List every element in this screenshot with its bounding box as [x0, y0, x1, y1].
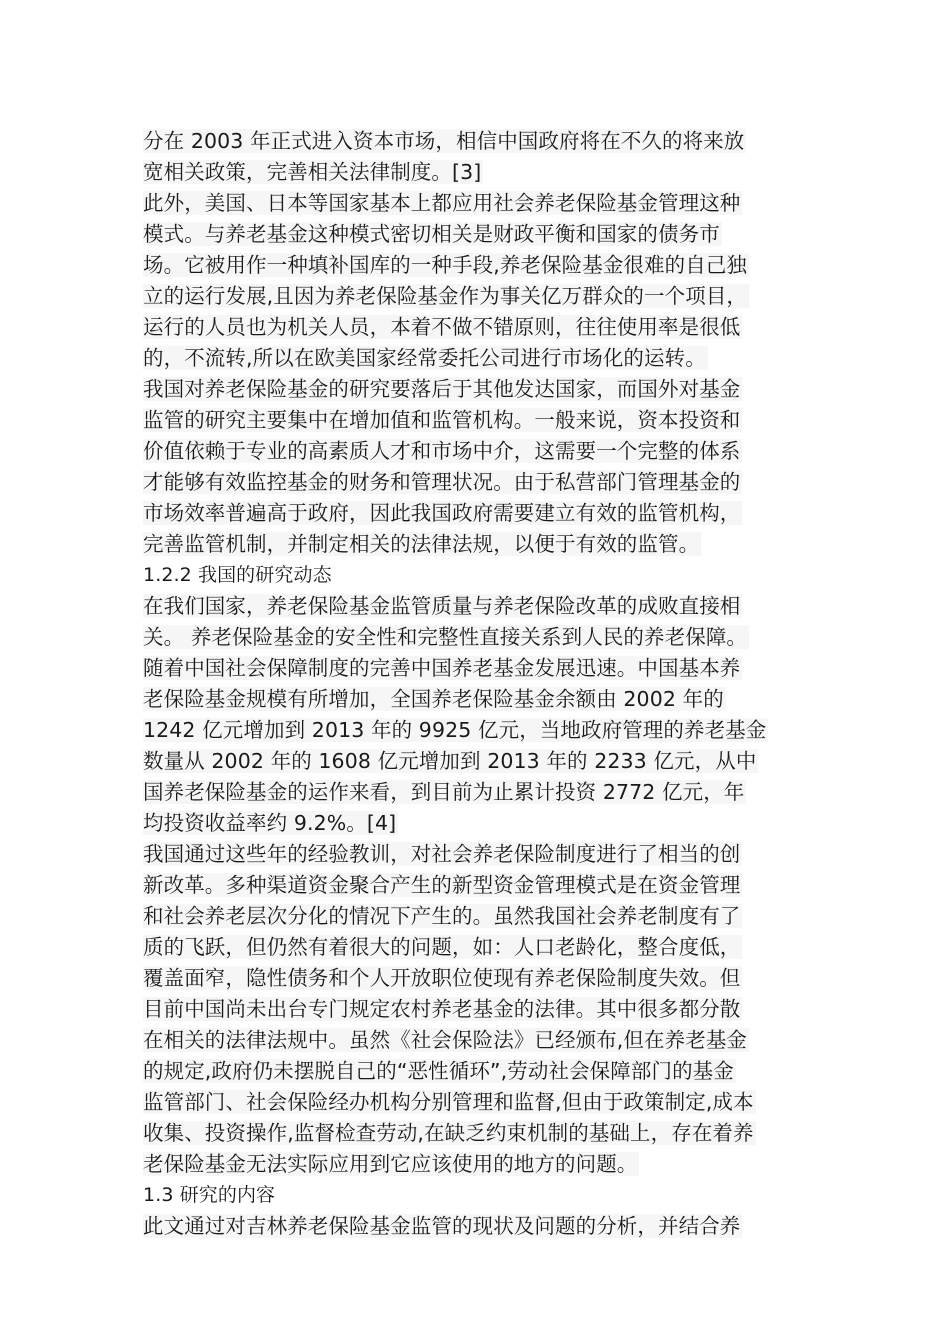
text-line: 的，不流转,所以在欧美国家经常委托公司进行市场化的运转。 [143, 346, 706, 370]
text-line: 在我们国家，养老保险基金监管质量与养老保险改革的成败直接相 [143, 594, 741, 618]
text-line: 此外，美国、日本等国家基本上都应用社会养老保险基金管理这种 [143, 191, 741, 215]
text-line: 此文通过对吉林养老保险基金监管的现状及问题的分析，并结合养 [143, 1214, 741, 1238]
text-line: 监管部门、社会保险经办机构分别管理和监督,但由于政策制定,成本 [143, 1090, 754, 1114]
text-line: 数量从 2002 年的 1608 亿元增加到 2013 年的 2233 亿元，从中 [143, 749, 757, 773]
text-line: 覆盖面窄，隐性债务和个人开放职位使现有养老保险制度失效。但 [143, 966, 741, 990]
text-line: 质的飞跃，但仍然有着很大的问题，如：人口老龄化，整合度低， [143, 935, 741, 959]
text-line: 收集、投资操作,监督检查劳动,在缺乏约束机制的基础上，存在着养 [143, 1121, 754, 1145]
text-line: 立的运行发展,且因为养老保险基金作为事关亿万群众的一个项目， [143, 284, 748, 308]
text-line: 宽相关政策，完善相关法律制度。[3] [143, 160, 482, 184]
text-line: 国养老保险基金的运作来看，到目前为止累计投资 2772 亿元，年 [143, 780, 745, 804]
text-line: 的规定,政府仍未摆脱自己的“恶性循环”,劳动社会保障部门的基金 [143, 1059, 734, 1083]
text-line: 市场效率普遍高于政府，因此我国政府需要建立有效的监管机构， [143, 501, 741, 525]
text-line: 价值依赖于专业的高素质人才和市场中介，这需要一个完整的体系 [143, 439, 741, 463]
text-line: 老保险基金规模有所增加，全国养老保险基金余额由 2002 年的 [143, 687, 724, 711]
document-body [143, 126, 815, 1242]
text-line: 完善监管机制，并制定相关的法律法规，以便于有效的监管。 [143, 532, 700, 556]
text-line: 监管的研究主要集中在增加值和监管机构。一般来说，资本投资和 [143, 408, 741, 432]
text-line: 在相关的法律法规中。虽然《社会保险法》已经颁布,但在养老基金 [143, 1028, 748, 1052]
text-line: 才能够有效监控基金的财务和管理状况。由于私营部门管理基金的 [143, 470, 741, 494]
text-line: 我国对养老保险基金的研究要落后于其他发达国家，而国外对基金 [143, 377, 741, 401]
text-line: 目前中国尚未出台专门规定农村养老基金的法律。其中很多都分散 [143, 997, 741, 1021]
text-line: 新改革。多种渠道资金聚合产生的新型资金管理模式是在资金管理 [143, 873, 741, 897]
section-heading: 1.3 研究的内容 [143, 1184, 276, 1206]
text-line: 场。它被用作一种填补国库的一种手段,养老保险基金很难的自己独 [143, 253, 748, 277]
text-line: 均投资收益率约 9.2%。[4] [143, 811, 397, 835]
text-line: 我国通过这些年的经验教训，对社会养老保险制度进行了相当的创 [143, 842, 741, 866]
text-line: 运行的人员也为机关人员，本着不做不错原则，往往使用率是很低 [143, 315, 741, 339]
section-heading: 1.2.2 我国的研究动态 [143, 564, 332, 586]
text-line: 和社会养老层次分化的情况下产生的。虽然我国社会养老制度有了 [143, 904, 741, 928]
text-line: 老保险基金无法实际应用到它应该使用的地方的问题。 [143, 1152, 638, 1176]
text-line: 随着中国社会保障制度的完善中国养老基金发展迅速。中国基本养 [143, 656, 741, 680]
text-line: 关。 养老保险基金的安全性和完整性直接关系到人民的养老保障。 [143, 625, 748, 649]
text-line: 分在 2003 年正式进入资本市场，相信中国政府将在不久的将来放 [143, 129, 745, 153]
text-line: 模式。与养老基金这种模式密切相关是财政平衡和国家的债务市 [143, 222, 720, 246]
text-line: 1242 亿元增加到 2013 年的 9925 亿元，当地政府管理的养老基金 [143, 718, 767, 742]
